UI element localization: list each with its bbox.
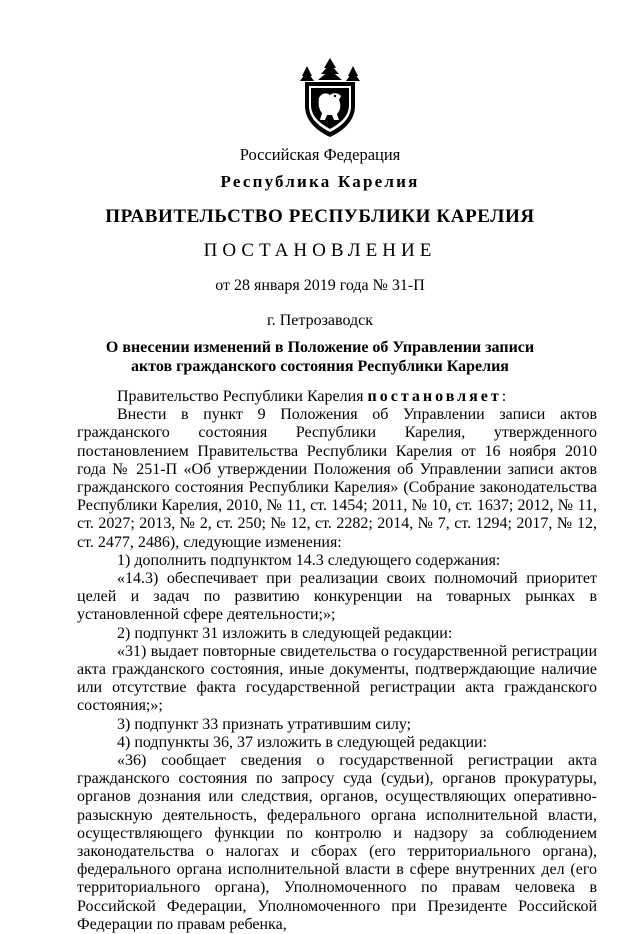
body-paragraph: 2) подпункт 31 изложить в следующей редакции:: [117, 624, 453, 642]
coat-of-arms-emblem: [297, 58, 363, 138]
document-body: [77, 388, 597, 934]
document-city: г. Петрозаводск: [266, 312, 374, 329]
document-type: ПОСТАНОВЛЕНИЕ: [203, 240, 437, 261]
intro-suffix: :: [501, 388, 507, 405]
body-paragraph: 3) подпункт 33 признать утратившим силу;: [117, 715, 412, 733]
body-paragraph: Внести в пункт 9 Положения об Управлении записи актов гражданского состояния Республики Карелия, утвержденного постановлением Правительства Республики Карелия от 16 ноября 2010 года № 251-П «Об утверждении Положения об Управлении записи актов гражданского состояния Республики Карелия» (Собрание законодательства Республики Карелия, 2010, № 11, ст. 1454; 2011, № 10, ст. 1637; 2012, № 11, ст. 2027; 2013, № 2, ст. 250; № 12, ст. 2282; 2014, № 7, ст. 1294; 2017, № 12, ст. 2477, 2486), следующие изменения:: [77, 406, 597, 551]
body-paragraph: 1) дополнить подпунктом 14.3 следующего содержания:: [117, 551, 501, 569]
document-date: от 28 января 2019 года № 31-П: [215, 277, 425, 294]
body-paragraph: «36) сообщает сведения о государственной регистрации акта гражданского состояния по запросу суда (судьи), органов прокуратуры, органов дознания или следствия, органов, осуществляющих оперативно-разыскную деятельность, федерального органа исполнительной власти, осуществляющего функции по контролю и надзору за соблюдением законодательства о налогах и сборах (его территориального органа), федерального органа исполнительной власти в сфере внутренних дел (его территориального органа), Уполномоченного по правам человека в Российской Федерации, Уполномоченного при Президенте Российской Федерации по правам ребенка,: [77, 752, 597, 933]
subject-line-2: актов гражданского состояния Республики Карелия: [131, 358, 509, 375]
country-name: Российская Федерация: [239, 145, 401, 164]
body-paragraph: «14.3) обеспечивает при реализации своих полномочий приоритет целей и задач по развитию конкуренции на товарных рынках в установленной сфере деятельности;»;: [77, 570, 597, 624]
body-paragraph: 4) подпункты 36, 37 изложить в следующей редакции:: [117, 733, 488, 751]
government-title: ПРАВИТЕЛЬСТВО РЕСПУБЛИКИ КАРЕЛИЯ: [105, 206, 535, 227]
intro-paragraph: [77, 388, 597, 406]
document-subject: [0, 338, 640, 376]
body-paragraph: «31) выдает повторные свидетельства о государственной регистрации акта гражданского состояния, иные документы, подтверждающие наличие или отсутствие факта государственной регистрации акта гражданского состояния;»;: [77, 642, 597, 715]
intro-prefix: Правительство Республики Карелия: [117, 388, 368, 405]
decree-verb: постановляет: [367, 388, 502, 405]
subject-line-1: О внесении изменений в Положение об Управлении записи: [105, 339, 535, 356]
republic-name: Республика Карелия: [220, 172, 420, 191]
